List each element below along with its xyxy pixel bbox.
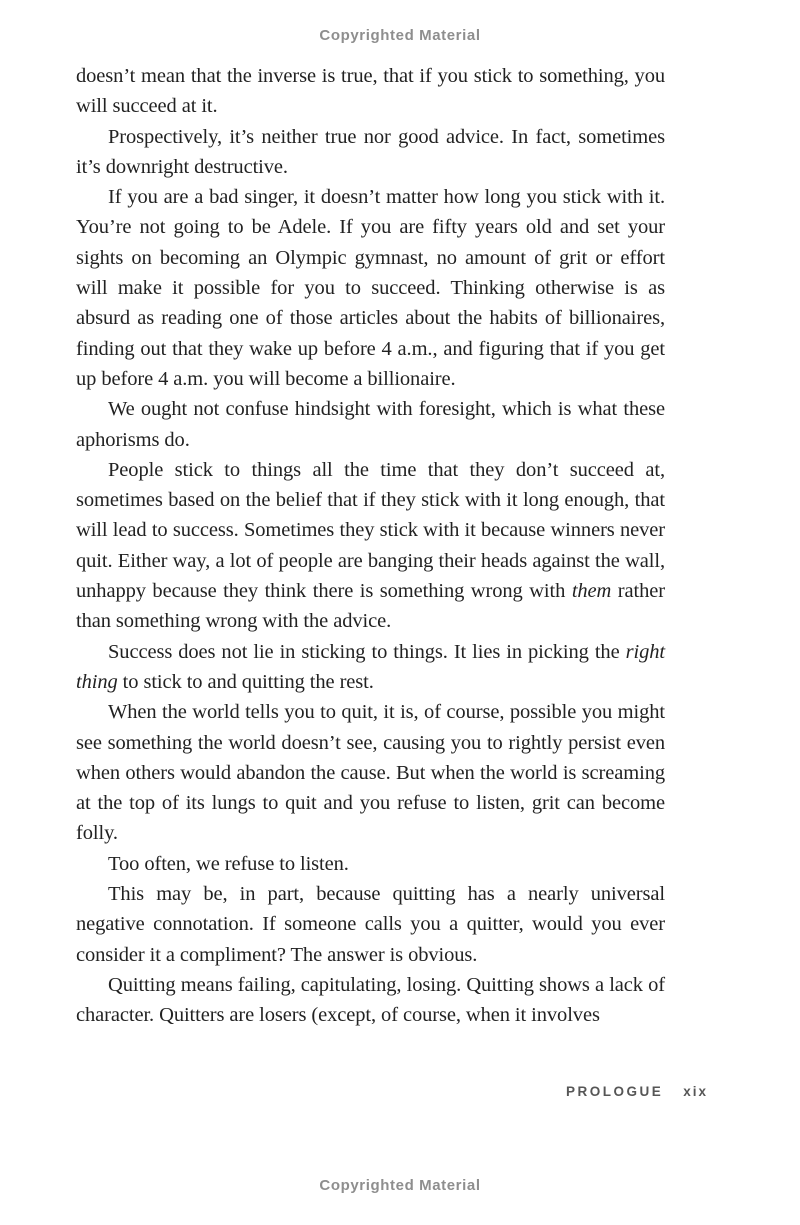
- paragraph: [76, 182, 665, 394]
- paragraph: [76, 394, 665, 455]
- text-run: We ought not confuse hindsight with foresight, which is what these aphorisms do.: [76, 398, 665, 451]
- text-run: Quitting means failing, capitulating, losing. Quitting shows a lack of character. Quitters are losers (except, of course, when it involves: [76, 973, 665, 1027]
- text-run: rather than something wrong with the advice.: [76, 580, 665, 633]
- text-run: doesn’t mean that the inverse is true, that if you stick to something, you will succeed at it.: [76, 65, 665, 118]
- text-run: People stick to things all the time that they don’t succeed at, sometimes based on the belief that if they stick with it long enough, that will lead to success. Sometimes they stick with it because winners never quit. Either way, a lot of people are banging their heads against the wall, unhappy because they think there is something wrong with: [76, 458, 665, 603]
- body-text: [76, 61, 665, 1031]
- text-run: If you are a bad singer, it doesn’t matter how long you stick with it. You’re not going to be Adele. If you are fifty years old and set your sights on becoming an Olympic gymnast, no amount of grit or effort will make it possible for you to succeed. Thinking otherwise is as absurd as reading one of those articles about the habits of billionaires, finding out that they wake up before 4 a.m., and figuring that if you get up before 4 a.m. you will become a billionaire.: [76, 186, 665, 390]
- paragraph: [76, 122, 665, 183]
- text-run: Success does not lie in sticking to things. It lies in picking the: [108, 640, 626, 663]
- text-run: to stick to and quitting the rest.: [117, 670, 374, 693]
- copyright-watermark-bottom: Copyrighted Material: [319, 1177, 481, 1194]
- paragraph: [76, 61, 665, 122]
- page-footer: [566, 1084, 708, 1099]
- copyright-watermark-top: Copyrighted Material: [319, 27, 481, 44]
- paragraph: [76, 637, 665, 698]
- text-run: Prospectively, it’s neither true nor good advice. In fact, sometimes it’s downright destructive.: [76, 125, 665, 178]
- footer-section-label: PROLOGUE: [565, 1084, 664, 1099]
- paragraph: [76, 455, 665, 637]
- paragraph: [76, 879, 665, 970]
- text-run: When the world tells you to quit, it is, of course, possible you might see something the world doesn’t see, causing you to rightly persist even when others would abandon the cause. But when the world is screaming at the top of its lungs to quit and you refuse to listen, grit can become folly.: [76, 701, 665, 845]
- italic-text-run: them: [571, 580, 612, 603]
- text-run: Too often, we refuse to listen.: [108, 852, 349, 875]
- paragraph: [76, 970, 665, 1031]
- paragraph: [76, 849, 665, 879]
- paragraph: [76, 697, 665, 848]
- text-run: This may be, in part, because quitting has a nearly universal negative connotation. If someone calls you a quitter, would you ever consider it a compliment? The answer is obvious.: [76, 883, 665, 966]
- italic-text-run: right thing: [76, 640, 665, 693]
- footer-page-number: xix: [683, 1084, 708, 1099]
